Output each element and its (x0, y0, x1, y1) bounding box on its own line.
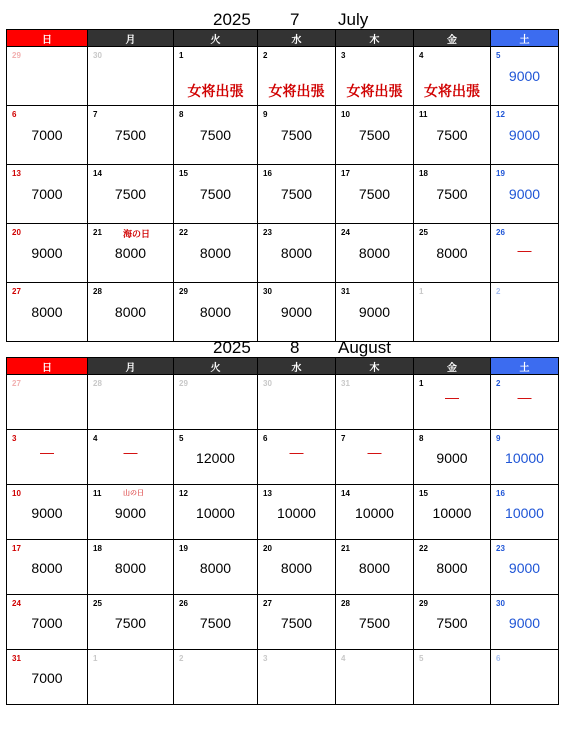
room-rate: 10000 (505, 450, 544, 466)
calendar-day-cell[interactable] (88, 595, 174, 650)
room-rate: 8000 (280, 245, 313, 261)
calendar-day-cell[interactable] (7, 283, 88, 342)
day-number: 27 (263, 599, 272, 608)
day-number: 30 (263, 287, 272, 296)
day-number: 18 (419, 169, 428, 178)
room-rate: 8000 (31, 304, 63, 320)
room-rate: 9000 (436, 450, 468, 466)
calendar-day-cell[interactable] (336, 283, 414, 342)
calendar-day-cell[interactable] (7, 47, 88, 106)
calendar-day-cell[interactable] (174, 650, 258, 705)
day-number: 3 (263, 654, 268, 663)
day-number: 2 (496, 379, 501, 388)
calendar-day-cell[interactable] (174, 430, 258, 485)
room-rate: 9000 (508, 615, 541, 631)
title-year: 2025 (213, 10, 251, 29)
closed-mark: — (517, 389, 532, 405)
day-number: 10 (12, 489, 21, 498)
calendar-day-cell[interactable] (491, 283, 559, 342)
day-number: 16 (263, 169, 272, 178)
day-number: 17 (341, 169, 350, 178)
calendar-day-cell[interactable] (88, 106, 174, 165)
weekday-header-sun: 日 (7, 30, 88, 47)
room-rate: 7500 (199, 615, 232, 631)
calendar-day-cell[interactable] (7, 650, 88, 705)
day-number: 14 (93, 169, 102, 178)
closed-mark: — (289, 444, 304, 460)
room-rate: 10000 (277, 505, 316, 521)
calendar-day-cell[interactable] (88, 47, 174, 106)
calendar-day-cell[interactable] (414, 47, 491, 106)
calendar-day-cell[interactable] (258, 650, 336, 705)
room-rate: 8000 (280, 560, 313, 576)
day-number: 12 (179, 489, 188, 498)
calendar-week-row (7, 650, 559, 705)
day-note: 女将出張 (268, 83, 325, 99)
day-number: 4 (93, 434, 98, 443)
day-note: 女将出張 (346, 83, 403, 99)
calendar-day-cell[interactable] (7, 106, 88, 165)
calendar-day-cell[interactable] (414, 106, 491, 165)
calendar-day-cell[interactable] (336, 485, 414, 540)
holiday-label: 山の日 (123, 490, 144, 497)
day-number: 26 (496, 228, 505, 237)
weekday-header-sat: 土 (491, 30, 559, 47)
calendar-day-cell[interactable] (174, 224, 258, 283)
room-rate: 7000 (31, 670, 63, 686)
calendar-week-row (7, 165, 559, 224)
calendar-day-cell[interactable] (414, 595, 491, 650)
calendar-day-cell[interactable] (88, 165, 174, 224)
room-rate: 9000 (508, 560, 541, 576)
closed-mark: — (123, 444, 138, 460)
day-number: 19 (179, 544, 188, 553)
day-number: 24 (12, 599, 21, 608)
day-number: 8 (419, 434, 424, 443)
calendar-title-august (0, 336, 571, 358)
calendar-day-cell[interactable] (258, 430, 336, 485)
room-rate: 10000 (505, 505, 544, 521)
room-rate: 7500 (114, 127, 147, 143)
day-number: 20 (263, 544, 272, 553)
calendar-day-cell[interactable] (491, 47, 559, 106)
day-number: 31 (12, 654, 21, 663)
calendar-day-cell[interactable] (414, 283, 491, 342)
title-month-name: August (338, 338, 391, 357)
day-number: 12 (496, 110, 505, 119)
calendar-day-cell[interactable] (258, 165, 336, 224)
room-rate: 7500 (199, 186, 232, 202)
closed-mark: — (367, 444, 382, 460)
day-number: 2 (263, 51, 268, 60)
day-number: 6 (12, 110, 17, 119)
room-rate: 7500 (358, 186, 391, 202)
room-rate: 9000 (31, 505, 63, 521)
day-number: 17 (12, 544, 21, 553)
room-rate: 8000 (114, 304, 147, 320)
calendar-week-row (7, 224, 559, 283)
calendar-day-cell[interactable] (336, 430, 414, 485)
room-rate: 8000 (199, 304, 232, 320)
weekday-header-wed: 水 (258, 358, 336, 375)
day-number: 5 (419, 654, 424, 663)
day-number: 16 (496, 489, 505, 498)
title-month-number: 8 (290, 338, 300, 357)
title-year: 2025 (213, 338, 251, 357)
day-number: 30 (496, 599, 505, 608)
room-rate: 7000 (31, 127, 63, 143)
day-number: 28 (93, 379, 102, 388)
calendar-day-cell[interactable] (88, 224, 174, 283)
weekday-header-mon: 月 (88, 30, 174, 47)
room-rate: 9000 (508, 127, 541, 143)
room-rate: 8000 (358, 245, 391, 261)
calendar-day-cell[interactable] (414, 224, 491, 283)
day-number: 19 (496, 169, 505, 178)
calendar-day-cell[interactable] (7, 595, 88, 650)
day-number: 25 (419, 228, 428, 237)
day-number: 21 (341, 544, 350, 553)
day-number: 11 (419, 110, 428, 119)
calendar-day-cell[interactable] (491, 106, 559, 165)
room-rate: 7000 (31, 186, 63, 202)
room-rate: 10000 (196, 505, 235, 521)
room-rate: 12000 (196, 450, 235, 466)
calendar-day-cell[interactable] (258, 595, 336, 650)
calendar-title-july (0, 8, 571, 30)
day-number: 31 (341, 287, 350, 296)
room-rate: 7500 (280, 186, 313, 202)
calendar-day-cell[interactable] (174, 47, 258, 106)
room-rate: 7500 (358, 615, 391, 631)
day-number: 29 (179, 379, 188, 388)
day-number: 26 (179, 599, 188, 608)
day-number: 11 (93, 489, 102, 498)
day-number: 14 (341, 489, 350, 498)
calendar-day-cell[interactable] (88, 283, 174, 342)
weekday-header-sun: 日 (7, 358, 88, 375)
calendar-day-cell[interactable] (174, 106, 258, 165)
day-number: 31 (341, 379, 350, 388)
calendar-week-row (7, 375, 559, 430)
calendar-day-cell[interactable] (414, 485, 491, 540)
calendar-day-cell[interactable] (174, 283, 258, 342)
calendar-grid-july (6, 29, 559, 342)
calendar-week-row (7, 283, 559, 342)
day-number: 29 (419, 599, 428, 608)
day-number: 22 (179, 228, 188, 237)
day-number: 10 (341, 110, 350, 119)
calendar-day-cell[interactable] (7, 540, 88, 595)
calendar-day-cell[interactable] (336, 650, 414, 705)
calendar-day-cell[interactable] (491, 595, 559, 650)
calendar-week-row (7, 47, 559, 106)
calendar-day-cell[interactable] (491, 224, 559, 283)
room-rate: 8000 (436, 560, 468, 576)
room-rate: 8000 (114, 245, 147, 261)
day-number: 15 (419, 489, 428, 498)
calendar-day-cell[interactable] (88, 485, 174, 540)
calendar-week-row (7, 485, 559, 540)
calendar-day-cell[interactable] (491, 650, 559, 705)
room-rate: 8000 (114, 560, 147, 576)
day-number: 5 (496, 51, 501, 60)
room-rate: 7500 (114, 186, 147, 202)
room-rate: 8000 (31, 560, 63, 576)
calendar-week-row (7, 540, 559, 595)
room-rate: 9000 (280, 304, 313, 320)
calendar-day-cell[interactable] (336, 47, 414, 106)
weekday-header-row (7, 30, 559, 47)
weekday-header-mon: 月 (88, 358, 174, 375)
calendar-week-row (7, 106, 559, 165)
room-rate: 7500 (280, 127, 313, 143)
day-number: 4 (341, 654, 346, 663)
day-number: 27 (12, 379, 21, 388)
day-number: 6 (263, 434, 268, 443)
calendar-day-cell[interactable] (414, 375, 491, 430)
day-number: 21 (93, 228, 102, 237)
day-number: 3 (12, 434, 17, 443)
calendar-day-cell[interactable] (88, 430, 174, 485)
day-number: 5 (179, 434, 184, 443)
day-number: 9 (263, 110, 268, 119)
calendar-day-cell[interactable] (88, 650, 174, 705)
day-number: 22 (419, 544, 428, 553)
room-rate: 7500 (358, 127, 391, 143)
room-rate: 7500 (436, 615, 468, 631)
calendar-day-cell[interactable] (7, 375, 88, 430)
day-note: 女将出張 (187, 83, 244, 99)
day-number: 24 (341, 228, 350, 237)
room-rate: 8000 (199, 245, 232, 261)
room-rate: 7500 (199, 127, 232, 143)
weekday-header-wed: 水 (258, 30, 336, 47)
day-number: 15 (179, 169, 188, 178)
calendar-day-cell[interactable] (258, 485, 336, 540)
day-number: 13 (263, 489, 272, 498)
room-rate: 7500 (280, 615, 313, 631)
closed-mark: — (517, 242, 532, 258)
day-number: 8 (179, 110, 184, 119)
room-rate: 9000 (31, 245, 63, 261)
day-number: 7 (341, 434, 346, 443)
closed-mark: — (445, 389, 459, 405)
calendar-day-cell[interactable] (336, 106, 414, 165)
day-number: 1 (93, 654, 98, 663)
calendar-day-cell[interactable] (336, 165, 414, 224)
calendar-day-cell[interactable] (174, 165, 258, 224)
calendar-day-cell[interactable] (336, 540, 414, 595)
day-number: 20 (12, 228, 21, 237)
calendar-day-cell[interactable] (174, 485, 258, 540)
calendar-day-cell[interactable] (88, 375, 174, 430)
room-rate: 10000 (432, 505, 472, 521)
room-rate: 7500 (436, 186, 468, 202)
day-number: 2 (496, 287, 501, 296)
day-number: 4 (419, 51, 424, 60)
day-number: 28 (93, 287, 102, 296)
room-rate: 7000 (31, 615, 63, 631)
day-number: 9 (496, 434, 501, 443)
room-rate: 8000 (358, 560, 391, 576)
calendar-day-cell[interactable] (7, 165, 88, 224)
calendar-day-cell[interactable] (7, 430, 88, 485)
day-number: 29 (179, 287, 188, 296)
day-number: 27 (12, 287, 21, 296)
day-number: 30 (93, 51, 102, 60)
room-rate: 8000 (436, 245, 468, 261)
day-note: 女将出張 (424, 83, 480, 99)
calendar-day-cell[interactable] (88, 540, 174, 595)
room-rate: 7500 (436, 127, 468, 143)
day-number: 18 (93, 544, 102, 553)
calendar-day-cell[interactable] (336, 375, 414, 430)
calendar-grid-august (6, 357, 559, 705)
day-number: 1 (419, 287, 424, 296)
calendar-day-cell[interactable] (174, 375, 258, 430)
day-number: 29 (12, 51, 21, 60)
calendar-day-cell[interactable] (7, 485, 88, 540)
room-rate: 8000 (199, 560, 232, 576)
room-rate: 9000 (508, 186, 541, 202)
holiday-label: 海の日 (123, 229, 151, 239)
calendar-day-cell[interactable] (258, 47, 336, 106)
weekday-header-thu: 木 (336, 358, 414, 375)
calendar-day-cell[interactable] (258, 106, 336, 165)
calendar-day-cell[interactable] (491, 165, 559, 224)
calendar-day-cell[interactable] (258, 375, 336, 430)
room-rate: 7500 (114, 615, 147, 631)
calendar-day-cell[interactable] (258, 540, 336, 595)
day-number: 23 (496, 544, 505, 553)
calendar-week-row (7, 430, 559, 485)
calendar-day-cell[interactable] (414, 650, 491, 705)
title-month-number: 7 (290, 10, 300, 29)
weekday-header-tue: 火 (174, 30, 258, 47)
calendar-day-cell[interactable] (7, 224, 88, 283)
calendar-day-cell[interactable] (491, 375, 559, 430)
weekday-header-fri: 金 (414, 358, 491, 375)
weekday-header-row (7, 358, 559, 375)
day-number: 1 (179, 51, 184, 60)
calendar-day-cell[interactable] (414, 540, 491, 595)
calendar-day-cell[interactable] (174, 540, 258, 595)
calendar-day-cell[interactable] (491, 430, 559, 485)
room-rate: 9000 (114, 505, 147, 521)
weekday-header-thu: 木 (336, 30, 414, 47)
room-rate: 9000 (508, 68, 541, 84)
room-rate: 9000 (358, 304, 391, 320)
day-number: 1 (419, 379, 424, 388)
calendar-day-cell[interactable] (414, 165, 491, 224)
day-number: 25 (93, 599, 102, 608)
day-number: 23 (263, 228, 272, 237)
title-month-name: July (338, 10, 369, 29)
calendar-day-cell[interactable] (414, 430, 491, 485)
calendar-week-row (7, 595, 559, 650)
day-number: 3 (341, 51, 346, 60)
calendar-day-cell[interactable] (174, 595, 258, 650)
day-number: 7 (93, 110, 98, 119)
weekday-header-sat: 土 (491, 358, 559, 375)
calendar-day-cell[interactable] (258, 224, 336, 283)
calendar-day-cell[interactable] (491, 485, 559, 540)
day-number: 6 (496, 654, 501, 663)
calendar-day-cell[interactable] (336, 224, 414, 283)
room-rate: 10000 (355, 505, 394, 521)
closed-mark: — (40, 444, 54, 460)
day-number: 30 (263, 379, 272, 388)
calendar-day-cell[interactable] (258, 283, 336, 342)
calendar-day-cell[interactable] (336, 595, 414, 650)
day-number: 2 (179, 654, 184, 663)
calendar-day-cell[interactable] (491, 540, 559, 595)
day-number: 28 (341, 599, 350, 608)
day-number: 13 (12, 169, 21, 178)
weekday-header-tue: 火 (174, 358, 258, 375)
weekday-header-fri: 金 (414, 30, 491, 47)
